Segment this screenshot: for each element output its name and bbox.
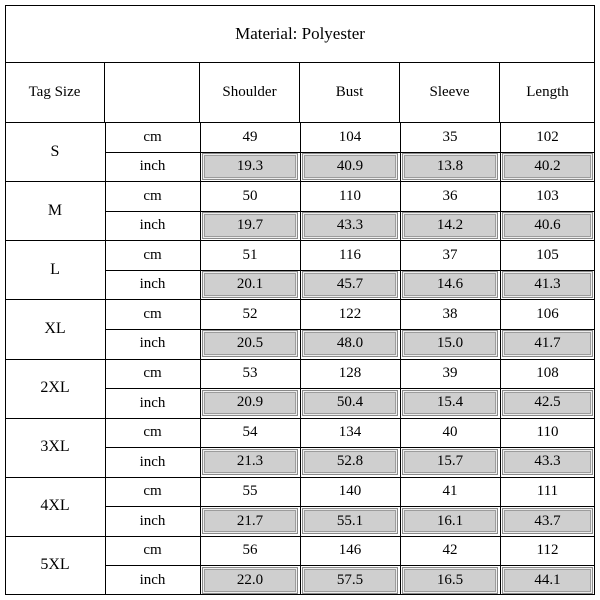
measurement-cm-cell: 110 bbox=[339, 187, 361, 204]
header-shoulder: Shoulder bbox=[200, 63, 300, 122]
size-label: 5XL bbox=[40, 556, 70, 574]
measurement-inch-cell: 20.9 bbox=[202, 390, 298, 417]
measurement-cm-cell: 104 bbox=[338, 128, 362, 145]
measurement-cm-cell: 146 bbox=[338, 542, 362, 559]
measurement-inch-cell: 19.3 bbox=[202, 153, 298, 180]
measurement-cm-cell: 56 bbox=[242, 542, 258, 559]
unit-divider bbox=[105, 152, 595, 153]
unit-divider bbox=[105, 270, 595, 271]
measurement-cm-cell: 35 bbox=[442, 128, 458, 145]
unit-divider bbox=[105, 388, 595, 389]
measurement-cm-cell: 54 bbox=[242, 424, 258, 441]
unit-label-cm: cm bbox=[143, 187, 162, 204]
measurement-inch-cell: 43.3 bbox=[502, 449, 593, 476]
measurement-cm-cell: 41 bbox=[442, 483, 458, 500]
size-label: 3XL bbox=[40, 438, 70, 456]
measurement-cm-cell: 42 bbox=[442, 542, 458, 559]
measurement-cm-cell: 140 bbox=[338, 483, 362, 500]
unit-label-cm: cm bbox=[143, 305, 162, 322]
measurement-inch-cell: 44.1 bbox=[502, 567, 593, 594]
measurement-inch-cell: 40.6 bbox=[502, 212, 593, 239]
size-label: XL bbox=[44, 319, 66, 337]
column-divider bbox=[300, 122, 301, 595]
measurement-cm-cell: 134 bbox=[338, 424, 362, 441]
measurement-inch-cell: 45.7 bbox=[302, 271, 398, 298]
measurement-cm-cell: 106 bbox=[536, 305, 559, 322]
unit-label-cm: cm bbox=[143, 542, 162, 559]
measurement-inch-cell: 48.0 bbox=[302, 330, 398, 357]
measurement-inch-cell: 41.7 bbox=[502, 330, 593, 357]
measurement-inch-cell: 14.6 bbox=[402, 271, 498, 298]
measurement-inch-cell: 43.3 bbox=[302, 212, 398, 239]
measurement-cm-cell: 52 bbox=[242, 305, 258, 322]
measurement-cm-cell: 105 bbox=[536, 246, 559, 263]
measurement-inch-cell: 40.9 bbox=[302, 153, 398, 180]
unit-label-cm: cm bbox=[143, 424, 162, 441]
unit-label-cm: cm bbox=[143, 128, 162, 145]
measurement-inch-cell: 40.2 bbox=[502, 153, 593, 180]
measurement-cm-cell: 55 bbox=[242, 483, 258, 500]
unit-label-cm: cm bbox=[143, 365, 162, 381]
unit-divider bbox=[105, 329, 595, 330]
unit-divider bbox=[105, 506, 595, 507]
measurement-cm-cell: 50 bbox=[242, 187, 258, 204]
size-label: 2XL bbox=[40, 379, 70, 397]
header-unit-blank bbox=[105, 63, 200, 122]
measurement-cm-cell: 36 bbox=[442, 187, 458, 204]
measurement-cm-cell: 37 bbox=[442, 246, 458, 263]
measurement-inch-cell: 55.1 bbox=[302, 508, 398, 535]
measurement-inch-cell: 20.5 bbox=[202, 330, 298, 357]
unit-label-inch: inch bbox=[139, 512, 166, 529]
measurement-cm-cell: 103 bbox=[536, 187, 559, 204]
measurement-inch-cell: 50.4 bbox=[302, 390, 398, 417]
measurement-cm-cell: 102 bbox=[536, 128, 559, 145]
measurement-inch-cell: 57.5 bbox=[302, 567, 398, 594]
column-divider bbox=[500, 122, 501, 595]
table-title: Material: Polyester bbox=[5, 5, 595, 63]
measurement-inch-cell: 22.0 bbox=[202, 567, 298, 594]
unit-label-inch: inch bbox=[139, 217, 166, 234]
measurement-cm-cell: 116 bbox=[339, 246, 361, 263]
unit-label-inch: inch bbox=[139, 453, 166, 470]
header-tag-size: Tag Size bbox=[5, 63, 105, 122]
unit-divider bbox=[105, 565, 595, 566]
measurement-inch-cell: 42.5 bbox=[502, 390, 593, 417]
unit-divider bbox=[105, 447, 595, 448]
measurement-inch-cell: 14.2 bbox=[402, 212, 498, 239]
measurement-inch-cell: 21.7 bbox=[202, 508, 298, 535]
measurement-inch-cell: 15.7 bbox=[402, 449, 498, 476]
measurement-inch-cell: 15.0 bbox=[402, 330, 498, 357]
column-divider bbox=[400, 122, 401, 595]
measurement-inch-cell: 43.7 bbox=[502, 508, 593, 535]
measurement-inch-cell: 19.7 bbox=[202, 212, 298, 239]
measurement-cm-cell: 38 bbox=[442, 305, 458, 322]
header-length: Length bbox=[526, 84, 569, 100]
unit-label-inch: inch bbox=[139, 335, 166, 352]
unit-label-cm: cm bbox=[143, 483, 162, 500]
measurement-inch-cell: 41.3 bbox=[502, 271, 593, 298]
measurement-cm-cell: 128 bbox=[338, 365, 362, 381]
measurement-cm-cell: 122 bbox=[338, 305, 362, 322]
column-divider bbox=[200, 122, 201, 595]
measurement-cm-cell: 112 bbox=[536, 542, 559, 559]
header-bust: Bust bbox=[300, 63, 400, 122]
size-label: M bbox=[47, 201, 63, 219]
header-sleeve: Sleeve bbox=[400, 63, 500, 122]
measurement-cm-cell: 49 bbox=[242, 128, 258, 145]
measurement-inch-cell: 16.5 bbox=[402, 567, 498, 594]
measurement-inch-cell: 52.8 bbox=[302, 449, 398, 476]
measurement-cm-cell: 53 bbox=[242, 365, 258, 381]
measurement-inch-cell: 16.1 bbox=[402, 508, 498, 535]
unit-label-inch: inch bbox=[139, 158, 166, 175]
unit-label-inch: inch bbox=[139, 276, 166, 293]
size-label: L bbox=[50, 260, 60, 278]
measurement-cm-cell: 110 bbox=[536, 424, 559, 441]
unit-label-inch: inch bbox=[139, 394, 166, 411]
measurement-cm-cell: 39 bbox=[442, 365, 458, 381]
size-label: 4XL bbox=[40, 497, 70, 515]
measurement-inch-cell: 13.8 bbox=[402, 153, 498, 180]
unit-label-inch: inch bbox=[139, 571, 166, 588]
unit-divider bbox=[105, 211, 595, 212]
measurement-inch-cell: 21.3 bbox=[202, 449, 298, 476]
size-label: S bbox=[50, 142, 60, 160]
measurement-cm-cell: 111 bbox=[536, 483, 559, 500]
unit-label-cm: cm bbox=[143, 246, 162, 263]
measurement-cm-cell: 40 bbox=[442, 424, 458, 441]
measurement-cm-cell: 108 bbox=[536, 365, 559, 381]
column-divider bbox=[105, 122, 106, 595]
measurement-inch-cell: 20.1 bbox=[202, 271, 298, 298]
measurement-cm-cell: 51 bbox=[242, 246, 258, 263]
size-chart-table bbox=[5, 5, 595, 595]
measurement-inch-cell: 15.4 bbox=[402, 390, 498, 417]
